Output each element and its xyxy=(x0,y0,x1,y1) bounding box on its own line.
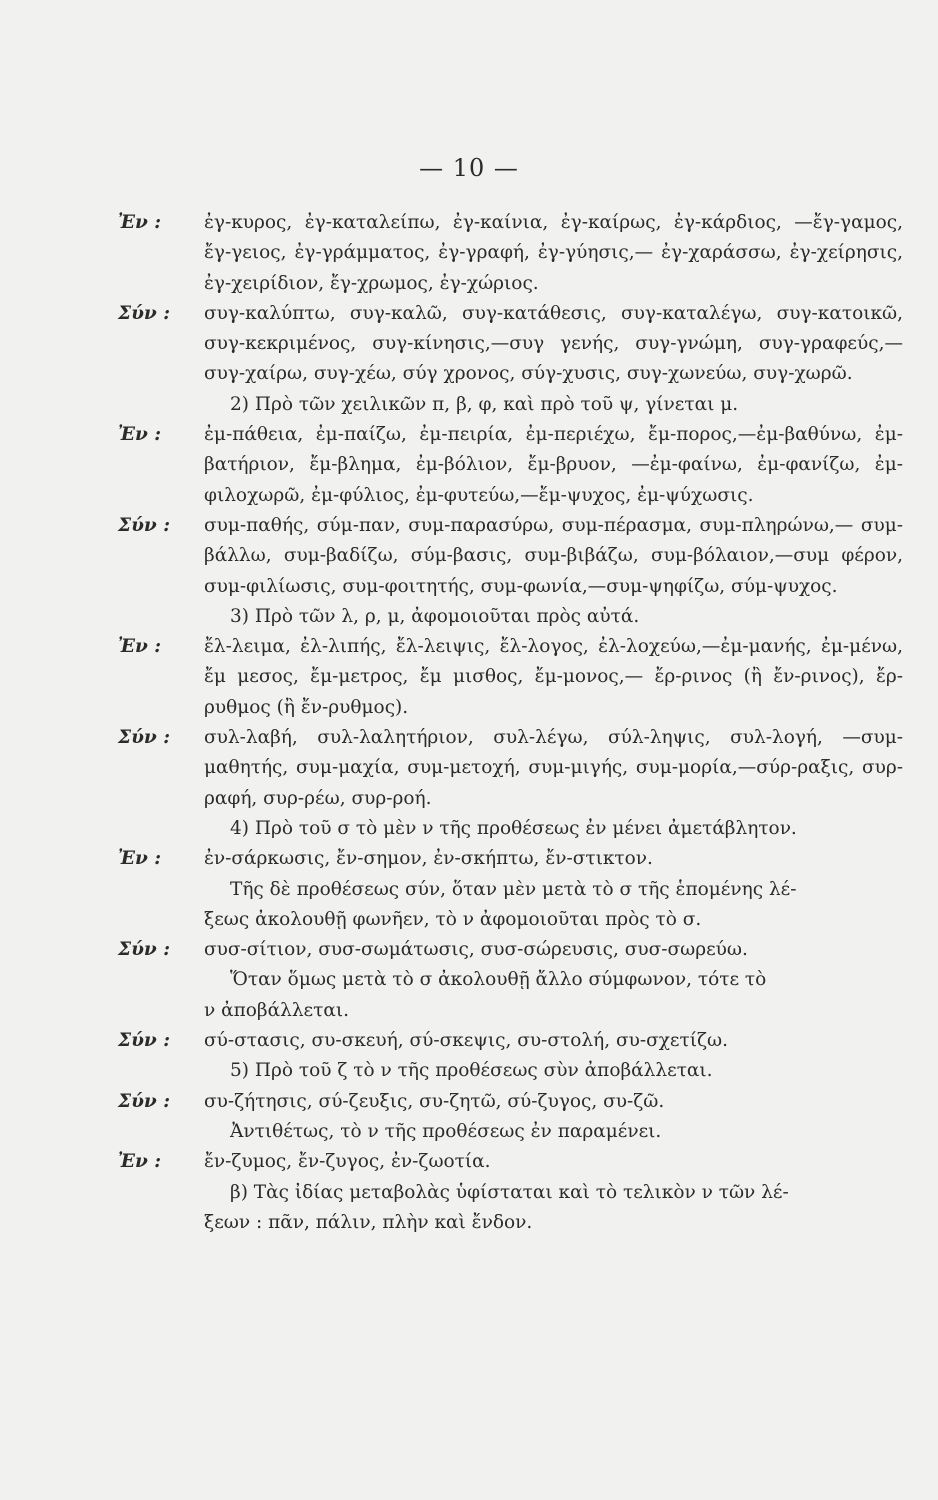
entry-label: Ἐν : xyxy=(118,1151,162,1173)
entry-label: Σύν : xyxy=(118,514,171,536)
entry-text: ἐμ-πάθεια, ἐμ-παίζω, ἐμ-πειρία, ἐμ-περιέχω, ἔμ-πορος,—ἐμ-βαθύνω, ἐμ-βατήριον, ἔμ-βλημα, ἐμ-βόλιον, ἔμ-βρυον, —ἐμ-φαίνω, ἐμ-φανίζω, ἐμ-φιλοχωρῶ, ἐμ-φύλιος, ἐμ-φυτεύω,—ἔμ-ψυχος, ἐμ-ψύχωσις. xyxy=(204,424,903,506)
note-syn-rule-cont: ξεως ἀκολουθῇ φωνῆεν, τὸ ν ἀφομοιοῦται πρὸς τὸ σ. xyxy=(204,908,702,930)
entry-label: Ἐν : xyxy=(118,212,162,233)
entry-syn-4 xyxy=(118,935,903,965)
note-consonant-rule-cont: ν ἀποβάλλεται. xyxy=(204,999,350,1021)
entry-syn-1 xyxy=(118,299,903,390)
entry-en-5 xyxy=(118,1147,903,1177)
entry-text: ἔν-ζυμος, ἔν-ζυγος, ἐν-ζωοτία. xyxy=(204,1151,491,1173)
entry-label: Σύν : xyxy=(118,939,171,961)
entry-syn-5 xyxy=(118,1026,903,1056)
entry-label: Ἐν : xyxy=(118,424,162,446)
entry-syn-3 xyxy=(118,723,903,814)
entry-syn-2 xyxy=(118,511,903,602)
entry-syn-6 xyxy=(118,1087,903,1117)
rule-4: 4) Πρὸ τοῦ σ τὸ μὲν ν τῆς προθέσεως ἐν μένει ἀμετάβλητον. xyxy=(230,817,797,839)
entry-text: συγ-καλύπτω, συγ-καλῶ, συγ-κατάθεσις, συγ-καταλέγω, συγ-κατοικῶ, συγ-κεκριμένος, συγ-κίνησις,—συγ γενής, συγ-γνώμη, συγ-γραφεύς,—συγ-χαίρω, συγ-χέω, σύγ χρονος, σύγ-χυσις, συγ-χωνεύω, συγ-χωρῶ. xyxy=(204,302,903,385)
entry-text: ἐγ-κυρος, ἐγ-καταλείπω, ἐγ-καίνια, ἐγ-καίρως, ἐγ-κάρδιος, —ἔγ-γαμος, ἔγ-γειος, ἐγ-γράμματος, ἐγ-γραφή, ἐγ-γύησις,— ἐγ-χαράσσω, ἐγ-χείρησις, ἐγ-χειρίδιον, ἔγ-χρωμος, ἐγ-χώριος. xyxy=(204,212,903,294)
note-syn-rule: Τῆς δὲ προθέσεως σύν, ὅταν μὲν μετὰ τὸ σ τῆς ἑπομένης λέ- xyxy=(230,878,797,900)
entry-text: συσ-σίτιον, συσ-σωμάτωσις, συσ-σώρευσις, συσ-σωρεύω. xyxy=(204,939,748,961)
page-number: — 10 — xyxy=(419,154,519,182)
rule-5: 5) Πρὸ τοῦ ζ τὸ ν τῆς προθέσεως σὺν ἀποβάλλεται. xyxy=(230,1060,713,1082)
entry-text: συ-ζήτησις, σύ-ζευξις, συ-ζητῶ, σύ-ζυγος, συ-ζῶ. xyxy=(204,1090,665,1112)
entry-text: συλ-λαβή, συλ-λαλητήριον, συλ-λέγω, σύλ-ληψις, συλ-λογή, —συμ-μαθητής, συμ-μαχία, συμ-μετοχή, συμ-μιγής, συμ-μορία,—σύρ-ραξις, συρ-ραφή, συρ-ρέω, συρ-ροή. xyxy=(204,727,903,809)
entry-en-3 xyxy=(118,632,903,723)
entry-text: ἔλ-λειμα, ἐλ-λιπής, ἔλ-λειψις, ἔλ-λογος, ἐλ-λοχεύω,—ἐμ-μανής, ἐμ-μένω, ἔμ μεσος, ἔμ-μετρος, ἔμ μισθος, ἔμ-μονος,— ἔρ-ρινος (ἢ ἔν-ρινος), ἔρ-ρυθμος (ἢ ἔν-ρυθμος). xyxy=(204,636,903,718)
entry-label: Ἐν : xyxy=(118,848,162,870)
entry-label: Ἐν : xyxy=(118,636,162,658)
entry-text: σύ-στασις, συ-σκευή, σύ-σκεψις, συ-στολή, συ-σχετίζω. xyxy=(204,1030,728,1052)
entry-text: ἐν-σάρκωσις, ἔν-σημον, ἐν-σκήπτω, ἔν-στικτον. xyxy=(204,848,653,870)
note-consonant-rule: Ὅταν ὅμως μετὰ τὸ σ ἀκολουθῇ ἄλλο σύμφωνον, τότε τὸ xyxy=(230,969,767,991)
rule-b: β) Τὰς ἰδίας μεταβολὰς ὑφίσταται καὶ τὸ τελικὸν ν τῶν λέ- xyxy=(230,1181,789,1203)
entry-label: Σύν : xyxy=(118,1030,171,1052)
rule-3: 3) Πρὸ τῶν λ, ρ, μ, ἀφομοιοῦται πρὸς αὐτά. xyxy=(230,605,640,627)
rule-2: 2) Πρὸ τῶν χειλικῶν π, β, φ, καὶ πρὸ τοῦ ψ, γίνεται μ. xyxy=(230,393,739,415)
entry-label: Σύν : xyxy=(118,302,171,324)
entry-en-1 xyxy=(118,208,903,299)
entry-en-2 xyxy=(118,420,903,511)
entry-text: συμ-παθής, σύμ-παν, συμ-παρασύρω, συμ-πέρασμα, συμ-πληρώνω,— συμ-βάλλω, συμ-βαδίζω, σύμ-βασις, συμ-βιβάζω, συμ-βόλαιον,—συμ φέρον, συμ-φιλίωσις, συμ-φοιτητής, συμ-φωνία,—συμ-ψηφίζω, σύμ-ψυχος. xyxy=(204,514,903,597)
entry-label: Σύν : xyxy=(118,1090,171,1112)
rule-b-cont: ξεων : πᾶν, πάλιν, πλὴν καὶ ἔνδον. xyxy=(204,1211,533,1233)
entry-en-4 xyxy=(118,844,903,874)
entry-label: Σύν : xyxy=(118,727,171,749)
note-en-rule: Ἀντιθέτως, τὸ ν τῆς προθέσεως ἐν παραμένει. xyxy=(230,1120,662,1142)
page-content xyxy=(118,208,903,1238)
